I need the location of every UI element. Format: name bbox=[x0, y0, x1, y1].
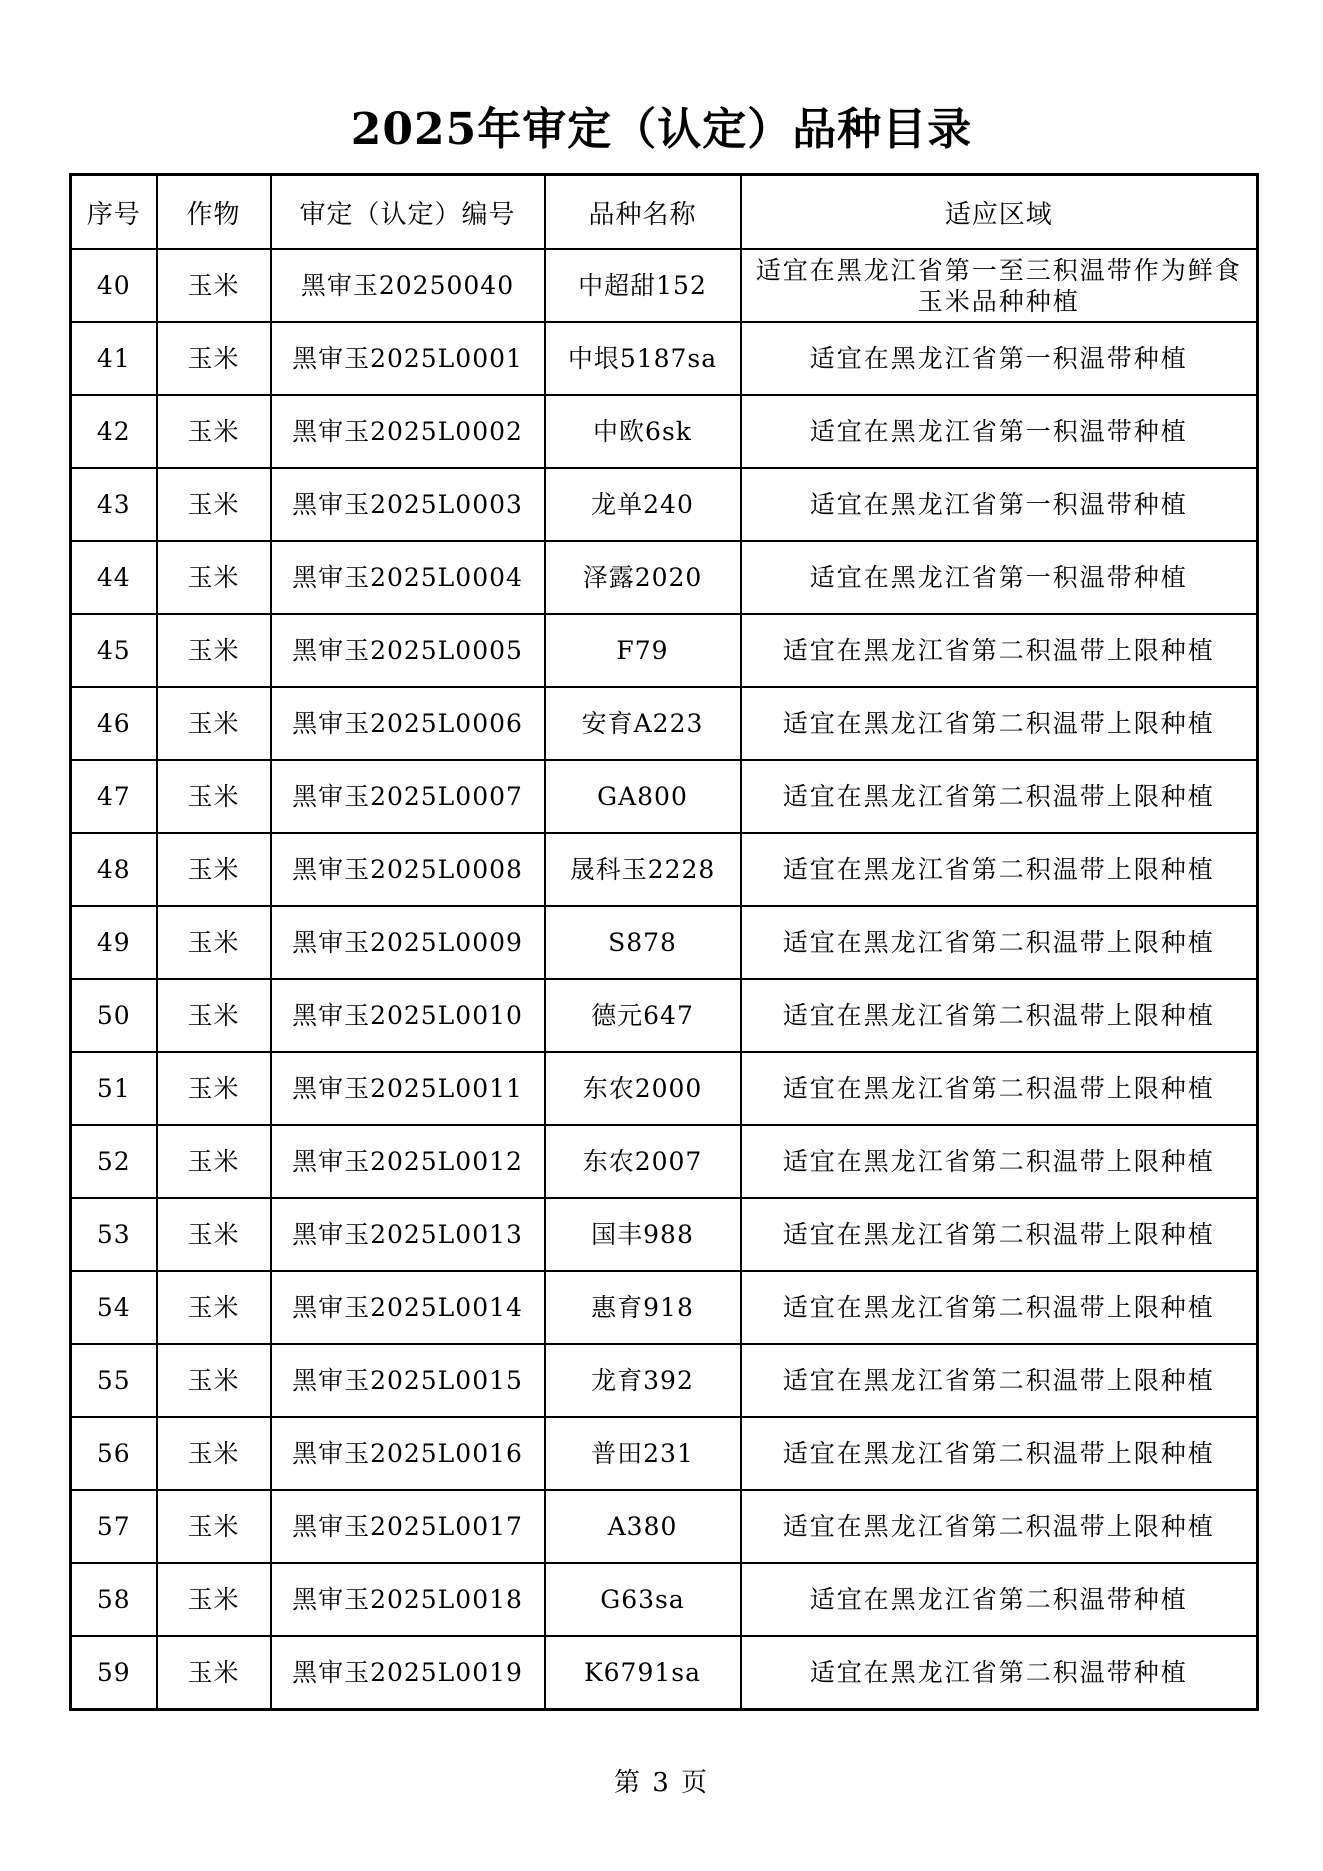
cell-variety-name: 龙单240 bbox=[545, 468, 741, 541]
cell-approval-code: 黑审玉2025L0003 bbox=[271, 468, 545, 541]
table-row bbox=[71, 760, 1258, 833]
cell-crop: 玉米 bbox=[157, 760, 271, 833]
cell-serial-number: 52 bbox=[71, 1125, 157, 1198]
cell-serial-number: 40 bbox=[71, 249, 157, 322]
table-row bbox=[71, 322, 1258, 395]
cell-approval-code: 黑审玉2025L0013 bbox=[271, 1198, 545, 1271]
cell-serial-number: 47 bbox=[71, 760, 157, 833]
cell-adaptation-region: 适宜在黑龙江省第二积温带上限种植 bbox=[741, 833, 1258, 906]
cell-approval-code: 黑审玉2025L0015 bbox=[271, 1344, 545, 1417]
cell-serial-number: 45 bbox=[71, 614, 157, 687]
cell-approval-code: 黑审玉2025L0018 bbox=[271, 1563, 545, 1636]
cell-serial-number: 57 bbox=[71, 1490, 157, 1563]
cell-adaptation-region: 适宜在黑龙江省第二积温带上限种植 bbox=[741, 760, 1258, 833]
cell-crop: 玉米 bbox=[157, 687, 271, 760]
cell-variety-name: K6791sa bbox=[545, 1636, 741, 1710]
cell-approval-code: 黑审玉2025L0006 bbox=[271, 687, 545, 760]
table-row bbox=[71, 614, 1258, 687]
cell-serial-number: 50 bbox=[71, 979, 157, 1052]
cell-approval-code: 黑审玉2025L0017 bbox=[271, 1490, 545, 1563]
cell-adaptation-region: 适宜在黑龙江省第二积温带上限种植 bbox=[741, 979, 1258, 1052]
cell-adaptation-region: 适宜在黑龙江省第二积温带上限种植 bbox=[741, 687, 1258, 760]
table-row bbox=[71, 249, 1258, 322]
header-variety-name: 品种名称 bbox=[545, 175, 741, 250]
cell-variety-name: 东农2000 bbox=[545, 1052, 741, 1125]
cell-serial-number: 41 bbox=[71, 322, 157, 395]
cell-adaptation-region: 适宜在黑龙江省第二积温带上限种植 bbox=[741, 1052, 1258, 1125]
cell-variety-name: 国丰988 bbox=[545, 1198, 741, 1271]
cell-crop: 玉米 bbox=[157, 1052, 271, 1125]
page-title: 2025年审定（认定）品种目录 bbox=[350, 104, 973, 155]
cell-adaptation-region: 适宜在黑龙江省第一积温带种植 bbox=[741, 322, 1258, 395]
table-header-row bbox=[71, 175, 1258, 250]
cell-adaptation-region: 适宜在黑龙江省第二积温带上限种植 bbox=[741, 906, 1258, 979]
cell-approval-code: 黑审玉2025L0011 bbox=[271, 1052, 545, 1125]
cell-crop: 玉米 bbox=[157, 1271, 271, 1344]
table-row bbox=[71, 1052, 1258, 1125]
cell-serial-number: 43 bbox=[71, 468, 157, 541]
cell-serial-number: 44 bbox=[71, 541, 157, 614]
table-row bbox=[71, 833, 1258, 906]
cell-crop: 玉米 bbox=[157, 468, 271, 541]
cell-variety-name: G63sa bbox=[545, 1563, 741, 1636]
table-row bbox=[71, 1563, 1258, 1636]
cell-approval-code: 黑审玉2025L0005 bbox=[271, 614, 545, 687]
cell-variety-name: A380 bbox=[545, 1490, 741, 1563]
cell-serial-number: 53 bbox=[71, 1198, 157, 1271]
cell-serial-number: 58 bbox=[71, 1563, 157, 1636]
cell-serial-number: 49 bbox=[71, 906, 157, 979]
cell-serial-number: 54 bbox=[71, 1271, 157, 1344]
cell-approval-code: 黑审玉2025L0016 bbox=[271, 1417, 545, 1490]
cell-approval-code: 黑审玉2025L0007 bbox=[271, 760, 545, 833]
cell-adaptation-region: 适宜在黑龙江省第二积温带上限种植 bbox=[741, 1198, 1258, 1271]
cell-variety-name: F79 bbox=[545, 614, 741, 687]
cell-serial-number: 59 bbox=[71, 1636, 157, 1710]
cell-variety-name: 龙育392 bbox=[545, 1344, 741, 1417]
cell-adaptation-region: 适宜在黑龙江省第二积温带上限种植 bbox=[741, 1490, 1258, 1563]
cell-variety-name: 晟科玉2228 bbox=[545, 833, 741, 906]
table-row bbox=[71, 906, 1258, 979]
cell-adaptation-region: 适宜在黑龙江省第二积温带种植 bbox=[741, 1563, 1258, 1636]
header-serial-number: 序号 bbox=[71, 175, 157, 250]
table-row bbox=[71, 979, 1258, 1052]
table-row bbox=[71, 1125, 1258, 1198]
cell-crop: 玉米 bbox=[157, 322, 271, 395]
cell-serial-number: 56 bbox=[71, 1417, 157, 1490]
cell-approval-code: 黑审玉2025L0004 bbox=[271, 541, 545, 614]
header-adaptation-region: 适应区域 bbox=[741, 175, 1258, 250]
cell-crop: 玉米 bbox=[157, 833, 271, 906]
cell-serial-number: 42 bbox=[71, 395, 157, 468]
cell-approval-code: 黑审玉2025L0008 bbox=[271, 833, 545, 906]
cell-crop: 玉米 bbox=[157, 979, 271, 1052]
table-row bbox=[71, 395, 1258, 468]
cell-crop: 玉米 bbox=[157, 395, 271, 468]
cell-crop: 玉米 bbox=[157, 1563, 271, 1636]
cell-adaptation-region: 适宜在黑龙江省第二积温带上限种植 bbox=[741, 614, 1258, 687]
cell-adaptation-region: 适宜在黑龙江省第二积温带种植 bbox=[741, 1636, 1258, 1710]
cell-variety-name: 泽露2020 bbox=[545, 541, 741, 614]
cell-serial-number: 51 bbox=[71, 1052, 157, 1125]
table-body bbox=[71, 249, 1258, 1710]
cell-variety-name: 普田231 bbox=[545, 1417, 741, 1490]
cell-crop: 玉米 bbox=[157, 249, 271, 322]
cell-variety-name: 德元647 bbox=[545, 979, 741, 1052]
cell-variety-name: 惠育918 bbox=[545, 1271, 741, 1344]
cell-variety-name: 安育A223 bbox=[545, 687, 741, 760]
cell-variety-name: 中垠5187sa bbox=[545, 322, 741, 395]
cell-adaptation-region: 适宜在黑龙江省第二积温带上限种植 bbox=[741, 1344, 1258, 1417]
cell-approval-code: 黑审玉2025L0010 bbox=[271, 979, 545, 1052]
cell-adaptation-region: 适宜在黑龙江省第二积温带上限种植 bbox=[741, 1271, 1258, 1344]
cell-approval-code: 黑审玉2025L0001 bbox=[271, 322, 545, 395]
cell-serial-number: 48 bbox=[71, 833, 157, 906]
table-row bbox=[71, 541, 1258, 614]
cell-approval-code: 黑审玉2025L0014 bbox=[271, 1271, 545, 1344]
cell-variety-name: GA800 bbox=[545, 760, 741, 833]
cell-crop: 玉米 bbox=[157, 1125, 271, 1198]
table-row bbox=[71, 1417, 1258, 1490]
cell-adaptation-region: 适宜在黑龙江省第二积温带上限种植 bbox=[741, 1125, 1258, 1198]
cell-crop: 玉米 bbox=[157, 1344, 271, 1417]
cell-adaptation-region: 适宜在黑龙江省第一至三积温带作为鲜食玉米品种种植 bbox=[741, 249, 1258, 322]
cell-approval-code: 黑审玉20250040 bbox=[271, 249, 545, 322]
cell-adaptation-region: 适宜在黑龙江省第二积温带上限种植 bbox=[741, 1417, 1258, 1490]
cell-crop: 玉米 bbox=[157, 541, 271, 614]
cell-approval-code: 黑审玉2025L0019 bbox=[271, 1636, 545, 1710]
table-row bbox=[71, 468, 1258, 541]
cell-serial-number: 55 bbox=[71, 1344, 157, 1417]
table-row bbox=[71, 1636, 1258, 1710]
cell-crop: 玉米 bbox=[157, 1417, 271, 1490]
table-row bbox=[71, 1198, 1258, 1271]
cell-crop: 玉米 bbox=[157, 1636, 271, 1710]
cell-adaptation-region: 适宜在黑龙江省第一积温带种植 bbox=[741, 395, 1258, 468]
page-number: 第 3 页 bbox=[613, 1768, 710, 1798]
table-row bbox=[71, 1344, 1258, 1417]
cell-variety-name: 中超甜152 bbox=[545, 249, 741, 322]
cell-variety-name: 东农2007 bbox=[545, 1125, 741, 1198]
cell-crop: 玉米 bbox=[157, 1198, 271, 1271]
table-row bbox=[71, 1271, 1258, 1344]
cell-approval-code: 黑审玉2025L0002 bbox=[271, 395, 545, 468]
cell-adaptation-region: 适宜在黑龙江省第一积温带种植 bbox=[741, 468, 1258, 541]
cell-crop: 玉米 bbox=[157, 906, 271, 979]
cell-crop: 玉米 bbox=[157, 614, 271, 687]
variety-catalog-table bbox=[69, 173, 1259, 1711]
table-row bbox=[71, 687, 1258, 760]
cell-serial-number: 46 bbox=[71, 687, 157, 760]
table-row bbox=[71, 1490, 1258, 1563]
header-crop: 作物 bbox=[157, 175, 271, 250]
cell-crop: 玉米 bbox=[157, 1490, 271, 1563]
cell-approval-code: 黑审玉2025L0009 bbox=[271, 906, 545, 979]
cell-approval-code: 黑审玉2025L0012 bbox=[271, 1125, 545, 1198]
cell-variety-name: S878 bbox=[545, 906, 741, 979]
header-approval-code: 审定（认定）编号 bbox=[271, 175, 545, 250]
cell-variety-name: 中欧6sk bbox=[545, 395, 741, 468]
cell-adaptation-region: 适宜在黑龙江省第一积温带种植 bbox=[741, 541, 1258, 614]
